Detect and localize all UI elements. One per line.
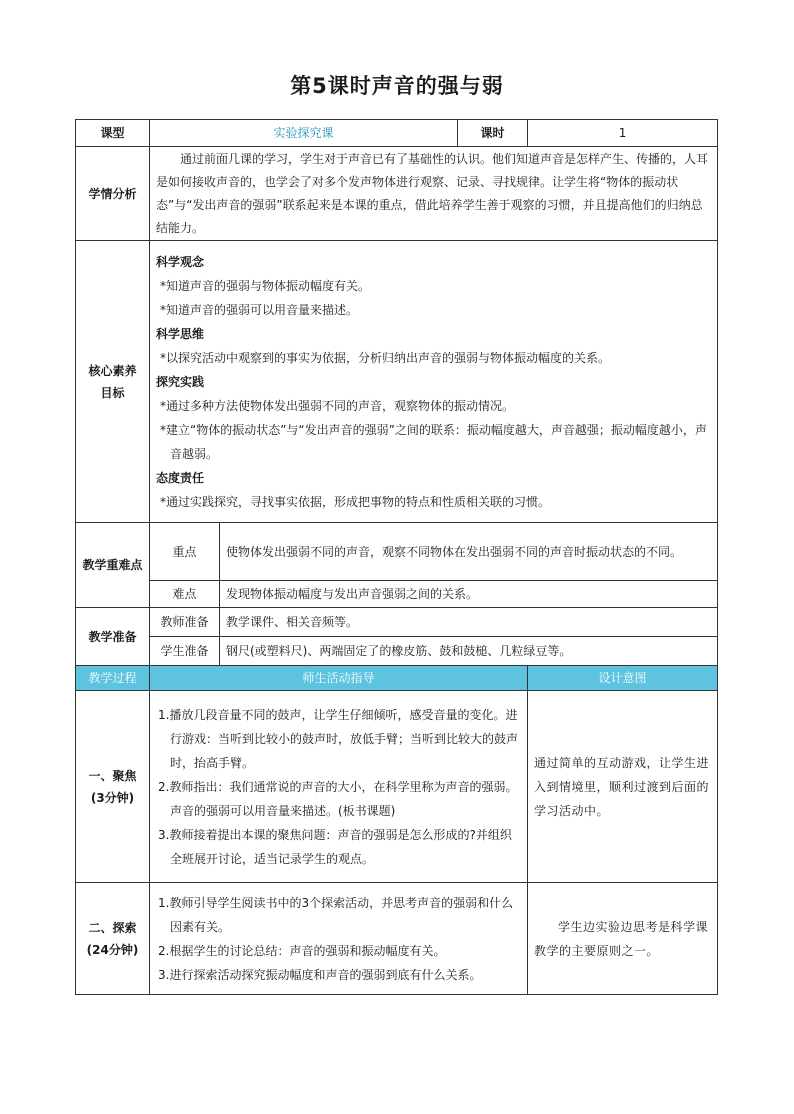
stage-row [76,691,718,883]
core-item: *知道声音的强弱与物体振动幅度有关。 [160,278,371,293]
analysis-text: 通过前面几课的学习，学生对于声音已有了基础性的认识。他们知道声音是怎样产生、传播的，人耳是如何接收声音的，也学会了对多个发声物体进行观察、记录、寻找规律。让学生将“物体的振动状态”与“发出声音的强弱”联系起来是本课的重点，借此培养学生善于观察的习惯，并且提高他们的归纳总结能力。 [150,147,718,241]
process-header-stage: 教学过程 [76,666,150,691]
process-header-intent: 设计意图 [528,666,718,691]
teacher-prep-text: 教学课件、相关音频等。 [220,608,718,637]
student-prep-text: 钢尺(或塑料尺)、两端固定了的橡皮筋、鼓和鼓槌、几粒绿豆等。 [220,637,718,666]
core-section-heading: 科学思维 [156,326,205,341]
stage-name: 二、探索 [88,920,137,935]
core-literacy-row [76,241,718,523]
core-section-heading: 科学观念 [156,254,205,269]
page-title: 第5课时声音的强与弱 [290,74,504,98]
teacher-prep-row [76,608,718,637]
lesson-hours-value: 1 [528,120,718,147]
core-item: *以探究活动中观察到的事实为依据，分析归纳出声音的强弱与物体振动幅度的关系。 [160,350,611,365]
stage-time: (3分钟) [90,790,135,805]
stage-label [76,883,150,995]
stage-intent: 学生边实验边思考是科学课教学的主要原则之一。 [528,883,718,995]
core-item: *通过实践探究，寻找事实依据，形成把事物的特点和性质相关联的习惯。 [160,494,551,509]
difficult-point-row [76,581,718,608]
core-literacy-content [150,241,718,523]
teacher-prep-label: 教师准备 [150,608,220,637]
lesson-type-value: 实验探究课 [150,120,458,147]
key-point-row [76,523,718,581]
stage-intent: 通过简单的互动游戏，让学生进入到情境里，顺利过渡到后面的学习活动中。 [528,691,718,883]
core-item: *建立“物体的振动状态”与“发出声音的强弱”之间的联系：振动幅度越大，声音越强；振动幅度越小，声音越弱。 [160,422,707,461]
core-item: *通过多种方法使物体发出强弱不同的声音，观察物体的振动情况。 [160,398,515,413]
lesson-plan-table [75,119,718,995]
key-point-text: 使物体发出强弱不同的声音，观察不同物体在发出强弱不同的声音时振动状态的不同。 [220,523,718,581]
core-item: *知道声音的强弱可以用音量来描述。 [160,302,359,317]
stage-row [76,883,718,995]
student-prep-row [76,637,718,666]
key-points-label: 教学重难点 [76,523,150,608]
stage-step: 2.根据学生的讨论总结：声音的强弱和振动幅度有关。 [158,943,446,958]
stage-step: 3.教师接着提出本课的聚焦问题：声音的强弱是怎么形成的?并组织全班展开讨论，适当记录学生的观点。 [158,827,512,866]
core-section-heading: 探究实践 [156,374,205,389]
lesson-type-row [76,120,718,147]
stage-step: 1.教师引导学生阅读书中的3个探索活动，并思考声音的强弱和什么因素有关。 [158,895,514,934]
stage-name: 一、聚焦 [88,768,137,783]
difficult-point-text: 发现物体振动幅度与发出声音强弱之间的关系。 [220,581,718,608]
lesson-type-label: 课型 [76,120,150,147]
lesson-hours-label: 课时 [458,120,528,147]
stage-step: 1.播放几段音量不同的鼓声，让学生仔细倾听，感受音量的变化。进行游戏：当听到比较小的鼓声时，放低手臂；当听到比较大的鼓声时，抬高手臂。 [158,707,519,770]
core-section-heading: 态度责任 [156,470,205,485]
prep-label: 教学准备 [76,608,150,666]
analysis-row [76,147,718,241]
difficult-point-label: 难点 [150,581,220,608]
student-prep-label: 学生准备 [150,637,220,666]
process-header-activity: 师生活动指导 [150,666,528,691]
stage-activities [150,691,528,883]
analysis-label: 学情分析 [76,147,150,241]
stage-time: (24分钟) [86,942,139,957]
stage-step: 3.进行探索活动探究振动幅度和声音的强弱到底有什么关系。 [158,967,482,982]
stage-label [76,691,150,883]
core-literacy-label [76,241,150,523]
stage-activities [150,883,528,995]
key-point-label: 重点 [150,523,220,581]
process-header-row [76,666,718,691]
core-literacy-label-line1: 核心素养 [88,363,137,378]
stage-step: 2.教师指出：我们通常说的声音的大小，在科学里称为声音的强弱。声音的强弱可以用音量来描述。(板书课题) [158,779,518,818]
core-literacy-label-line2: 目标 [100,385,125,400]
